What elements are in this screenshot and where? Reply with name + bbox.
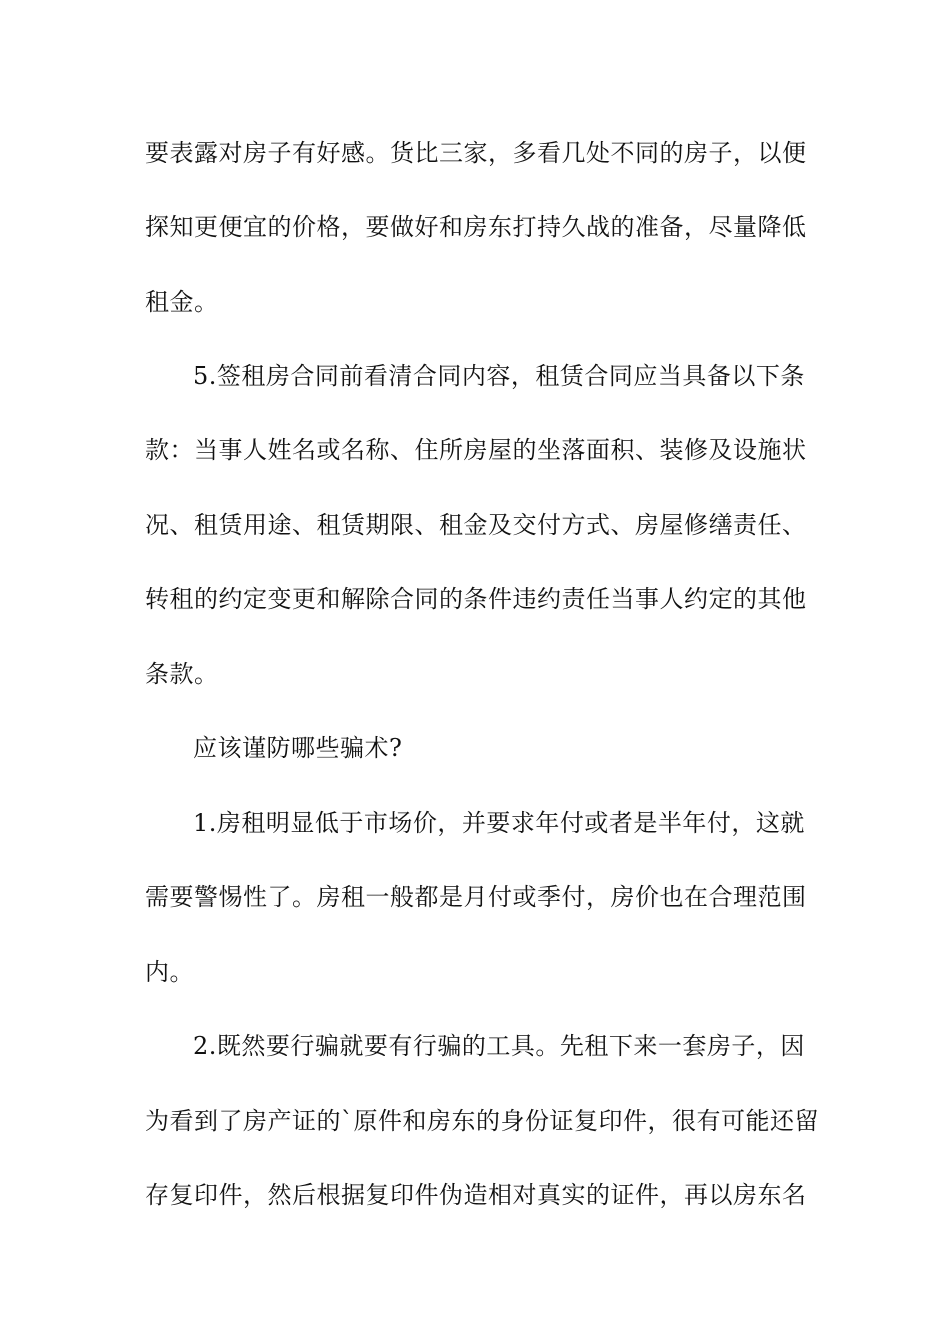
text-line-content: 款：当事人姓名或名称、住所房屋的坐落面积、装修及设施状 xyxy=(145,436,807,464)
text-line xyxy=(0,656,950,692)
text-line-content: 转租的约定变更和解除合同的条件违约责任当事人约定的其他 xyxy=(145,585,807,613)
text-line xyxy=(0,209,950,245)
text-line-content: 条款。 xyxy=(145,660,219,688)
text-line xyxy=(0,135,950,171)
text-line xyxy=(0,358,950,394)
text-line-content: 探知更便宜的价格，要做好和房东打持久战的准备，尽量降低 xyxy=(145,213,807,241)
text-line-content: 存复印件，然后根据复印件伪造相对真实的证件，再以房东名 xyxy=(145,1181,807,1209)
text-line-content: 5.签租房合同前看清合同内容，租赁合同应当具备以下条 xyxy=(193,362,805,390)
text-line-content: 为看到了房产证的`原件和房东的身份证复印件，很有可能还留 xyxy=(145,1107,819,1135)
text-line xyxy=(0,879,950,915)
text-line-content: 应该谨防哪些骗术? xyxy=(193,734,403,762)
text-line-content: 2.既然要行骗就要有行骗的工具。先租下来一套房子，因 xyxy=(193,1032,805,1060)
text-line xyxy=(0,507,950,543)
text-line-content: 租金。 xyxy=(145,288,219,316)
text-line xyxy=(0,954,950,990)
text-line xyxy=(0,432,950,468)
text-line xyxy=(0,730,950,766)
text-line xyxy=(0,1028,950,1064)
text-line-content: 内。 xyxy=(145,958,194,986)
text-line xyxy=(0,284,950,320)
text-line xyxy=(0,1103,950,1139)
text-line xyxy=(0,1177,950,1213)
text-line xyxy=(0,805,950,841)
text-line xyxy=(0,581,950,617)
text-line-content: 要表露对房子有好感。货比三家，多看几处不同的房子，以便 xyxy=(145,139,807,167)
text-line-content: 1.房租明显低于市场价，并要求年付或者是半年付，这就 xyxy=(193,809,805,837)
text-line-content: 况、租赁用途、租赁期限、租金及交付方式、房屋修缮责任、 xyxy=(145,511,807,539)
text-line-content: 需要警惕性了。房租一般都是月付或季付，房价也在合理范围 xyxy=(145,883,807,911)
